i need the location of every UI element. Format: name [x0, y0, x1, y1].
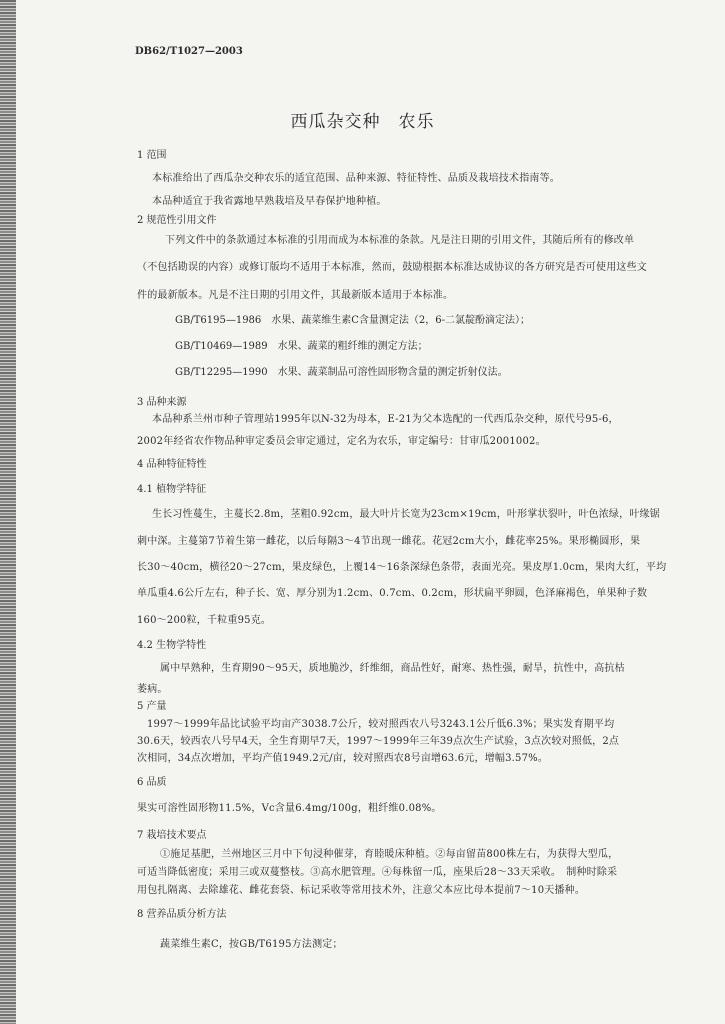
subsection-4-1-line-4: 单瓜重4.6公斤左右，种子长、宽、厚分别为1.2cm、0.7cm、0.2cm，形状扁平卵圆，色泽麻褐色，单果种子数 — [137, 588, 648, 599]
section-1-para-2: 本品种适宜于我省露地早熟栽培及早春保护地种植。 — [152, 196, 387, 207]
section-6-heading: 6 品质 — [137, 777, 167, 788]
subsection-4-1-line-1: 生长习性蔓生，主蔓长2.8m，茎粗0.92cm，最大叶片长宽为23cm×19cm，叶形掌状裂叶，叶色浓绿，叶缘锯 — [152, 509, 660, 520]
section-7-line-2: 可适当降低密度；采用三或双蔓整枝。③高水肥管理。④每株留一瓜，座果后28～33天采收。 制种时除采 — [137, 867, 618, 878]
reference-3: GB/T12295—1990 水果、蔬菜制品可溶性固形物含量的测定折射仪法。 — [175, 367, 508, 378]
section-2-line-3: 件的最新版本。凡是不注日期的引用文件，其最新版本适用于本标准。 — [137, 290, 454, 301]
reference-2: GB/T10469—1989 水果、蔬菜的粗纤维的测定方法； — [175, 341, 428, 352]
section-5-line-1: 1997～1999年品比试验平均亩产3038.7公斤，较对照西农八号3243.1公斤低6.3%；果实发育期平均 — [147, 719, 615, 730]
section-3-heading: 3 品种来源 — [137, 397, 187, 408]
scan-edge-artifact — [0, 0, 16, 1024]
section-1-heading: 1 范围 — [137, 150, 167, 161]
section-1-para-1: 本标准给出了西瓜杂交种农乐的适宜范围、品种来源、特征特性、品质及栽培技术指南等。 — [152, 173, 560, 184]
section-3-line-2: 2002年经省农作物品种审定委员会审定通过，定名为农乐，审定编号：甘审瓜2001002。 — [137, 436, 546, 447]
subsection-4-1-line-3: 长30～40cm，横径20～27cm，果皮绿色，上覆14～16条深绿色条带，表面光亮。果皮厚1.0cm，果肉大红，平均 — [137, 562, 667, 573]
section-2-line-1: 下列文件中的条款通过本标准的引用而成为本标准的条款。凡是注日期的引用文件，其随后所有的修改单 — [165, 235, 635, 246]
section-5-heading: 5 产量 — [137, 701, 167, 712]
page-title: 西瓜杂交种 农乐 — [290, 112, 435, 132]
reference-1: GB/T6195—1986 水果、蔬菜维生素C含量测定法（2，6-二氯靛酚滴定法）； — [175, 315, 531, 326]
section-8-heading: 8 营养品质分析方法 — [137, 909, 227, 920]
section-7-heading: 7 栽培技术要点 — [137, 830, 207, 841]
section-7-line-3: 用包扎隔离、去除雄花、雌花套袋、标记采收等常用技术外，注意父本应比母本提前7～10天播种。 — [137, 885, 586, 896]
subsection-4-1-line-2: 刺中深。主蔓第7节着生第一雌花，以后每隔3～4节出现一雌花。花冠2cm大小，雌花率25%。果形椭圆形，果 — [137, 536, 641, 547]
section-2-heading: 2 规范性引用文件 — [137, 215, 217, 226]
subsection-4-2-heading: 4.2 生物学特性 — [137, 640, 207, 651]
section-2-line-2: （不包括勘误的内容）或修订版均不适用于本标准，然而，鼓励根据本标准达成协议的各方研究是否可使用这些文 — [137, 262, 647, 273]
subsection-4-2-line-1: 属中早熟种，生育期90～95天，质地脆沙，纤维细，商品性好，耐寒、热性强，耐旱，抗性中，高抗枯 — [160, 663, 625, 674]
section-5-line-2: 30.6天，较西农八号早4天，全生育期早7天，1997～1999年三年39点次生产试验，3点次较对照低，2点 — [137, 736, 620, 747]
section-8-line: 蔬菜维生素C，按GB/T6195方法测定； — [160, 939, 343, 950]
subsection-4-1-line-5: 160～200粒，千粒重95克。 — [137, 615, 272, 626]
section-5-line-3: 次相同，34点次增加，平均产值1949.2元/亩，较对照西农8号亩增63.6元，增幅3.57%。 — [137, 753, 549, 764]
section-4-heading: 4 品种特征特性 — [137, 459, 207, 470]
section-7-line-1: ①施足基肥，兰州地区三月中下旬浸种催芽，育睦暖床种植。②每亩留苗800株左右，为获得大型瓜， — [160, 849, 619, 860]
subsection-4-2-line-2: 萎病。 — [137, 684, 168, 695]
section-6-line: 果实可溶性固形物11.5%，Vc含量6.4mg/100g，粗纤维0.08%。 — [137, 803, 442, 814]
document-code: DB62/T1027—2003 — [135, 46, 243, 57]
section-3-line-1: 本品种系兰州市种子管理站1995年以N-32为母本，E-21为父本选配的一代西瓜杂交种，原代号95-6， — [152, 414, 619, 425]
subsection-4-1-heading: 4.1 植物学特征 — [137, 484, 207, 495]
